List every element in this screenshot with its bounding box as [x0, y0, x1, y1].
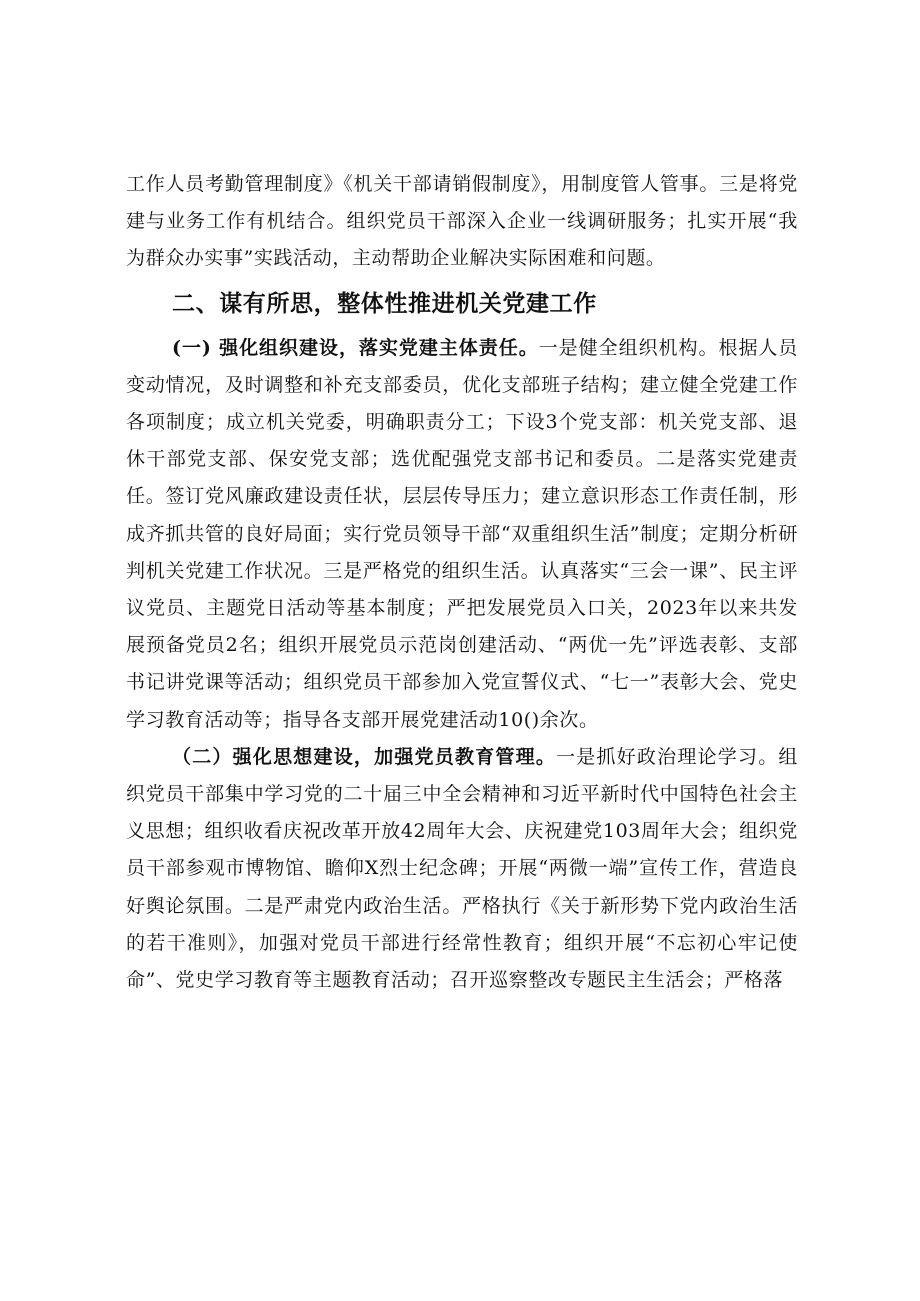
section-heading: 二、谋有所思，整体性推进机关党建工作	[172, 290, 597, 317]
subsection-paragraph-1	[126, 330, 798, 739]
subsection-lead-2: （二）强化思想建设，加强党员教育管理。	[172, 745, 557, 768]
continuation-paragraph: 工作人员考勤管理制度》《机关干部请销假制度》，用制度管人管事。三是将党建与业务工作有机结合。组织党员干部深入企业一线调研服务；扎实开展“我为群众办实事”实践活动，主动帮助企业解决实际困难和问题。	[126, 173, 798, 270]
subsection-body-1: 一是健全组织机构。根据人员变动情况，及时调整和补充支部委员，优化支部班子结构；建立健全党建工作各项制度；成立机关党委，明确职责分工；下设3个党支部：机关党支部、退休干部党支部、保安党支部；选优配强党支部书记和委员。二是落实党建责任。签订党风廉政建设责任状，层层传导压力；建立意识形态工作责任制，形成齐抓共管的良好局面；实行党员领导干部“双重组织生活”制度；定期分析研判机关党建工作状况。三是严格党的组织生活。认真落实“三会一课”、民主评议党员、主题党日活动等基本制度；严把发展党员入口关，2023年以来共发展预备党员2名；组织开展党员示范岗创建活动、“两优一先”评选表彰、支部书记讲党课等活动；组织党员干部参加入党宣誓仪式、“七一”表彰大会、党史学习教育活动等；指导各支部开展党建活动10()余次。	[126, 336, 798, 731]
subsection-paragraph-2	[126, 739, 798, 999]
subsection-body-2: 一是抓好政治理论学习。组织党员干部集中学习党的二十届三中全会精神和习近平新时代中国特色社会主义思想；组织收看庆祝改革开放42周年大会、庆祝建党103周年大会；组织党员干部参观市博物馆、瞻仰X烈士纪念碑；开展“两微一端”宣传工作，营造良好舆论氛围。二是严肃党内政治生活。严格执行《关于新形势下党内政治生活的若干准则》，加强对党员干部进行经常性教育；组织开展“不忘初心牢记使命”、党史学习教育等主题教育活动；召开巡察整改专题民主生活会；严格落	[126, 745, 799, 992]
document-body	[126, 166, 798, 999]
subsection-lead-1: (一) 强化组织建设，落实党建主体责任。	[172, 336, 539, 359]
